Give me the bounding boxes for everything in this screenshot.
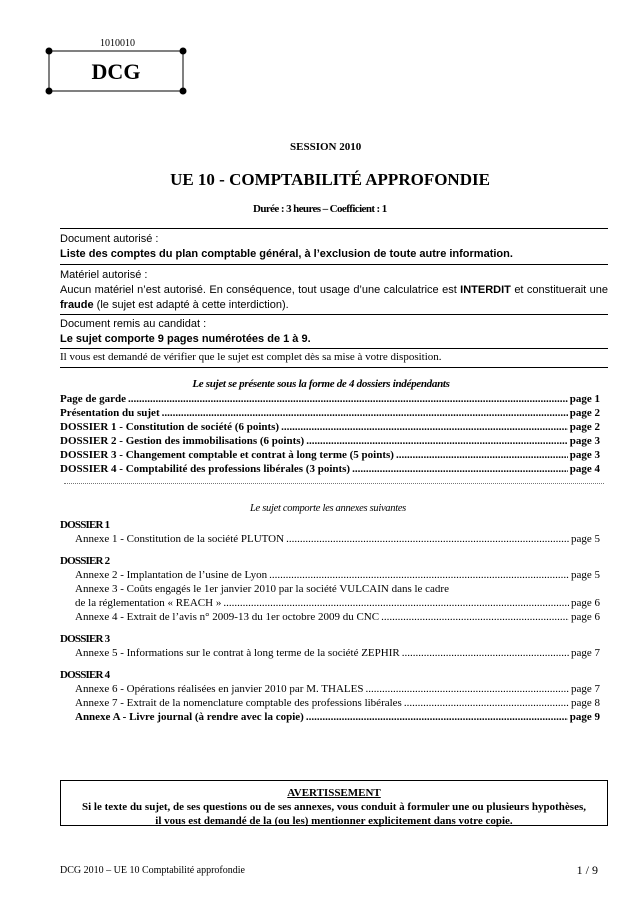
toc-row <box>60 420 600 434</box>
material-authorized <box>60 268 608 313</box>
annex-row <box>60 696 600 710</box>
dcg-badge <box>45 47 187 95</box>
toc-row <box>60 448 600 462</box>
toc-row <box>60 462 600 476</box>
toc-leader <box>281 420 568 434</box>
mat-fraude: fraude <box>60 299 94 311</box>
toc-label: DOSSIER 3 - Changement comptable et contrat à long terme (5 points) <box>60 449 394 461</box>
dossier-heading: DOSSIER 2 <box>60 555 110 567</box>
annex-label: Annexe 6 - Opérations réalisées en janvier 2010 par M. THALES <box>75 683 364 695</box>
divider <box>60 314 608 315</box>
mat-text-1: Aucun matériel n’est autorisé. En conséquence, tout usage d’une calculatrice est <box>60 284 461 296</box>
annex-page: page 8 <box>570 697 600 709</box>
doc-label: Document autorisé : <box>60 233 159 245</box>
dossier-heading: DOSSIER 1 <box>60 519 110 531</box>
toc-page: page 2 <box>569 421 600 433</box>
mat-interdit: INTERDIT <box>460 284 511 296</box>
mat-text-2: et constituerait une <box>510 284 608 296</box>
toc-page: page 3 <box>569 449 600 461</box>
annex-page: page 5 <box>570 569 600 581</box>
divider <box>60 264 608 265</box>
annex-leader <box>402 646 569 660</box>
verification-note: Il vous est demandé de vérifier que le sujet est complet dès sa mise à votre disposition. <box>60 351 442 363</box>
toc-intro: Le sujet se présente sous la forme de 4 dossiers indépendants <box>192 378 450 390</box>
warning-line: Si le texte du sujet, de ses questions ou de ses annexes, vous conduit à formuler une ou plusieurs hypothèses, <box>81 801 587 813</box>
toc-leader <box>306 434 568 448</box>
annex-leader <box>365 682 569 696</box>
toc-label: DOSSIER 4 - Comptabilité des professions libérales (3 points) <box>60 463 351 475</box>
warning-title: AVERTISSEMENT <box>287 787 381 799</box>
doc-text: Liste des comptes du plan comptable général, à l’exclusion de toute autre information. <box>60 248 513 260</box>
annex-page: page 7 <box>570 647 600 659</box>
annex-line: Annexe 3 - Coûts engagés le 1er janvier 2010 par la société VULCAIN dans le cadre <box>75 583 449 595</box>
annex-leader <box>306 710 568 724</box>
dossier-heading: DOSSIER 3 <box>60 633 110 645</box>
duration-label: Durée : 3 heures – Coefficient : 1 <box>253 203 387 215</box>
annex-page: page 9 <box>569 711 600 723</box>
annex-page: page 5 <box>570 533 600 545</box>
exam-code: 1010010 <box>100 38 135 49</box>
annex-row <box>60 646 600 660</box>
remis-label: Document remis au candidat : <box>60 318 207 330</box>
annex-row <box>60 596 600 610</box>
divider <box>60 348 608 349</box>
toc-label: DOSSIER 1 - Constitution de société (6 points) <box>60 421 280 433</box>
divider <box>60 367 608 368</box>
mat-text-3: (le sujet est adapté à cette interdiction). <box>93 299 289 311</box>
annex-leader <box>286 532 569 546</box>
annex-row <box>60 710 600 724</box>
annex-label: Annexe 1 - Constitution de la société PLUTON <box>75 533 285 545</box>
toc-leader <box>162 406 568 420</box>
annex-row <box>60 532 600 546</box>
toc-page: page 2 <box>569 407 600 419</box>
remis-text: Le sujet comporte 9 pages numérotées de 1 à 9. <box>60 333 311 345</box>
mat-label: Matériel autorisé : <box>60 269 148 281</box>
mat-text <box>60 283 608 313</box>
annex-leader <box>381 610 569 624</box>
divider <box>60 228 608 229</box>
warning-box <box>60 780 608 826</box>
toc-label: DOSSIER 2 - Gestion des immobilisations (6 points) <box>60 435 305 447</box>
footer-text: DCG 2010 – UE 10 Comptabilité approfondie <box>60 865 245 876</box>
annex-label: de la réglementation « REACH » <box>75 597 222 609</box>
doc-authorized <box>60 232 608 262</box>
toc-leader <box>396 448 568 462</box>
document-remis <box>60 317 608 347</box>
annex-row <box>60 682 600 696</box>
dotted-divider <box>64 483 604 485</box>
annex-label: Annexe 5 - Informations sur le contrat à long terme de la société ZEPHIR <box>75 647 400 659</box>
toc-row <box>60 392 600 406</box>
toc-page: page 3 <box>569 435 600 447</box>
warning-line: il vous est demandé de la (ou les) mentionner explicitement dans votre copie. <box>155 815 513 827</box>
annex-page: page 6 <box>570 597 600 609</box>
toc-leader <box>352 462 568 476</box>
page-title: UE 10 - COMPTABILITÉ APPROFONDIE <box>170 170 490 189</box>
annex-leader <box>223 596 569 610</box>
annex-page: page 7 <box>570 683 600 695</box>
annex-list <box>60 518 600 724</box>
toc-leader <box>128 392 568 406</box>
annex-intro: Le sujet comporte les annexes suivantes <box>250 503 406 514</box>
annex-leader <box>269 568 569 582</box>
toc-page: page 4 <box>569 463 600 475</box>
annex-label: Annexe 4 - Extrait de l’avis n° 2009-13 du 1er octobre 2009 du CNC <box>75 611 380 623</box>
toc-row <box>60 434 600 448</box>
toc-row <box>60 406 600 420</box>
annex-row <box>60 610 600 624</box>
annex-label: Annexe A - Livre journal (à rendre avec la copie) <box>75 711 304 723</box>
toc-label: Présentation du sujet <box>60 407 160 419</box>
badge-label: DCG <box>91 59 141 84</box>
annex-leader <box>404 696 569 710</box>
annex-row <box>60 568 600 582</box>
annex-label: Annexe 7 - Extrait de la nomenclature comptable des professions libérales <box>75 697 402 709</box>
session-label: SESSION 2010 <box>290 141 362 153</box>
page-number: 1 / 9 <box>576 863 598 877</box>
dossier-heading: DOSSIER 4 <box>60 669 110 681</box>
toc-list <box>60 392 600 476</box>
annex-label: Annexe 2 - Implantation de l’usine de Lyon <box>75 569 268 581</box>
toc-page: page 1 <box>569 393 600 405</box>
annex-page: page 6 <box>570 611 600 623</box>
toc-label: Page de garde <box>60 393 126 405</box>
